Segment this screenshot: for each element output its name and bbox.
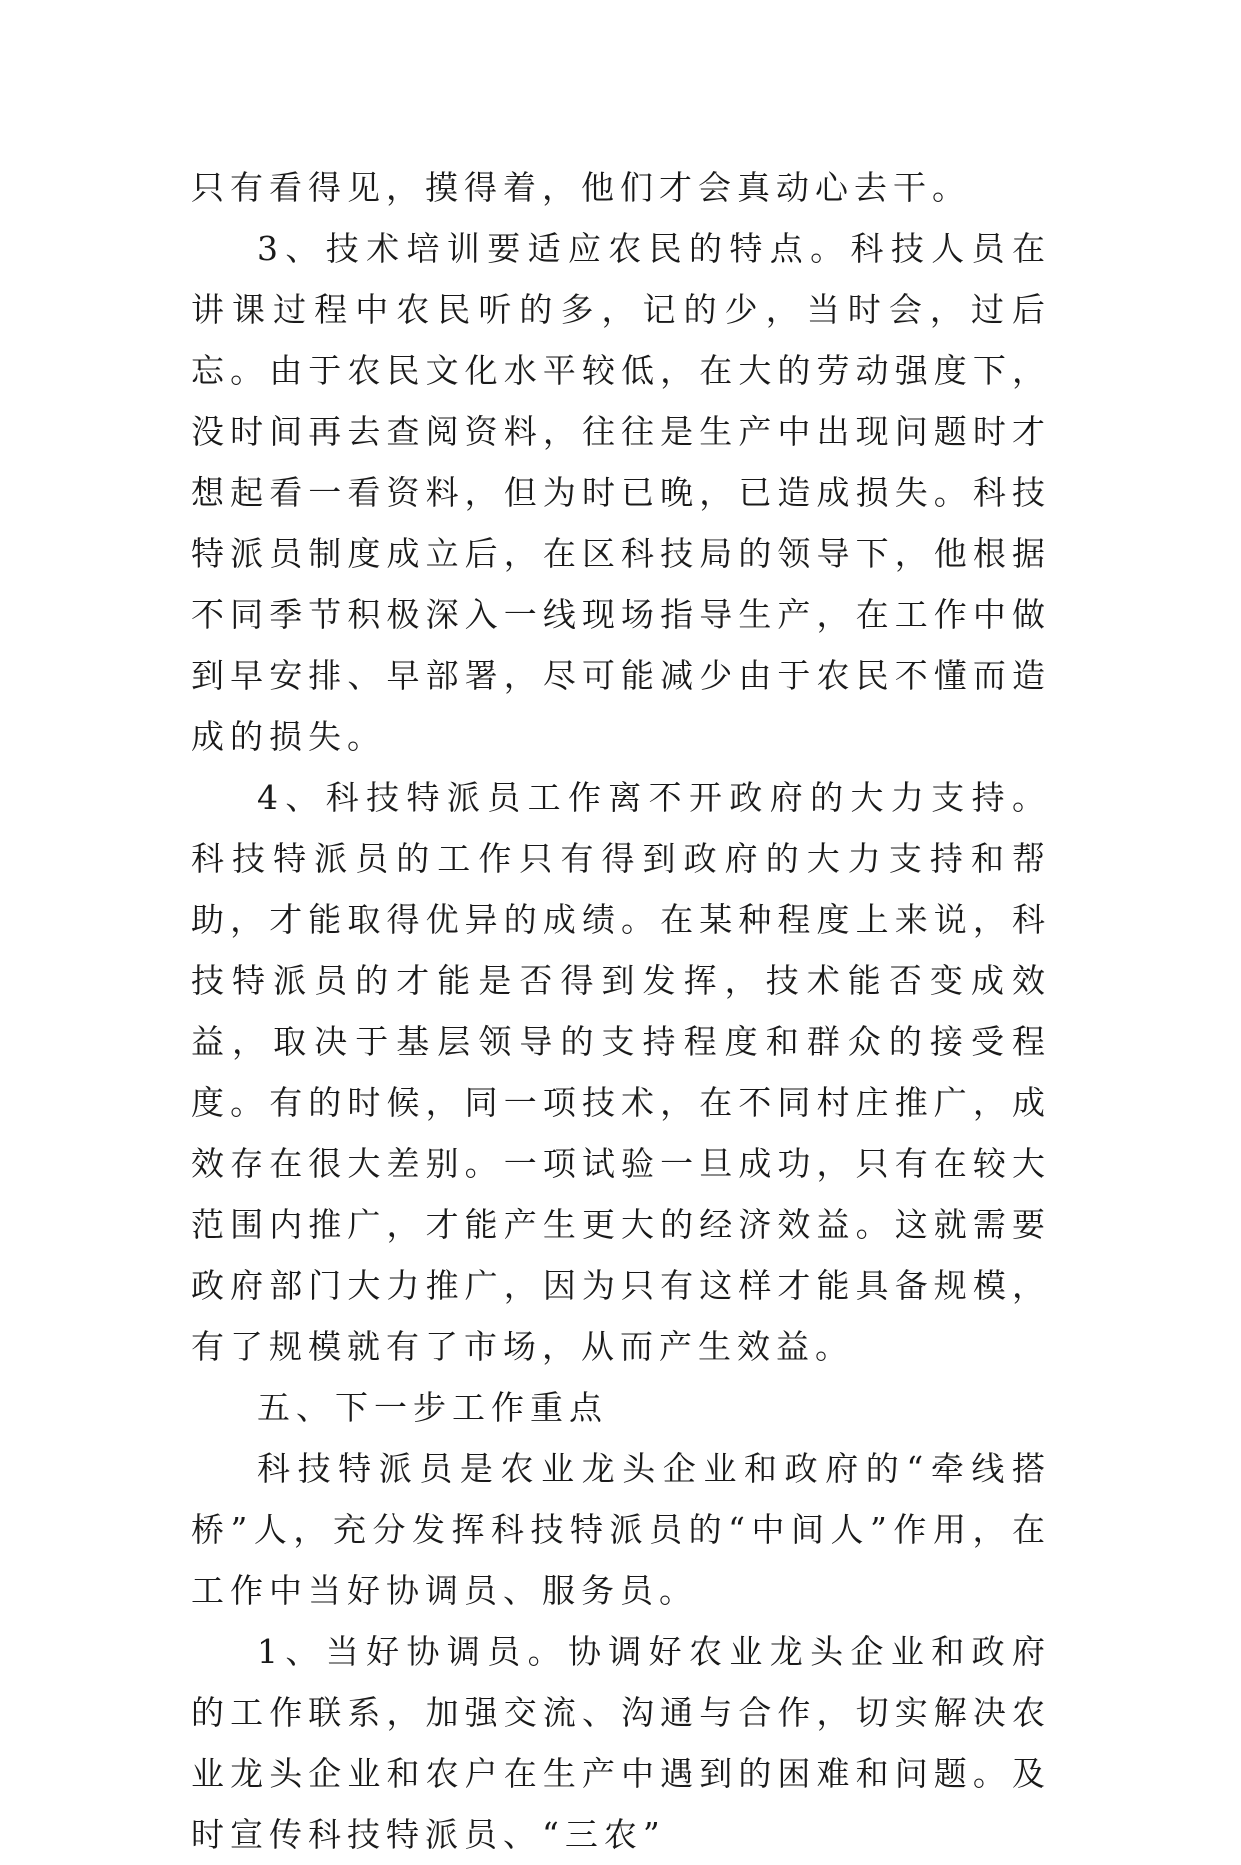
paragraph-item-4: 4、科技特派员工作离不开政府的大力支持。科技特派员的工作只有得到政府的大力支持和帮助，才能取得优异的成绩。在某种程度上来说，科技特派员的才能是否得到发挥，技术能否变成效益，取决于基层领导的支持程度和群众的接受程度。有的时候，同一项技术，在不同村庄推广，成效存在很大差别。一项试验一旦成功，只有在较大范围内推广，才能产生更大的经济效益。这就需要政府部门大力推广，因为只有这样才能具备规模，有了规模就有了市场，从而产生效益。 (191, 778, 1051, 1366)
document-body (191, 157, 1051, 1865)
paragraph-section-intro: 科技特派员是农业龙头企业和政府的“牵线搭桥”人，充分发挥科技特派员的“中间人”作用，在工作中当好协调员、服务员。 (191, 1449, 1051, 1610)
paragraph-item-1: 1、当好协调员。协调好农业龙头企业和政府的工作联系，加强交流、沟通与合作，切实解决农业龙头企业和农户在生产中遇到的困难和问题。及时宣传科技特派员、“三农” (191, 1632, 1051, 1854)
paragraph-continuation: 只有看得见，摸得着，他们才会真动心去干。 (191, 168, 971, 207)
paragraph-item-3: 3、技术培训要适应农民的特点。科技人员在讲课过程中农民听的多，记的少，当时会，过后忘。由于农民文化水平较低，在大的劳动强度下，没时间再去查阅资料，往往是生产中出现问题时才想起看一看资料，但为时已晚，已造成损失。科技特派员制度成立后，在区科技局的领导下，他根据不同季节积极深入一线现场指导生产，在工作中做到早安排、早部署，尽可能减少由于农民不懂而造成的损失。 (191, 229, 1051, 756)
section-heading-5: 五、下一步工作重点 (257, 1388, 608, 1427)
